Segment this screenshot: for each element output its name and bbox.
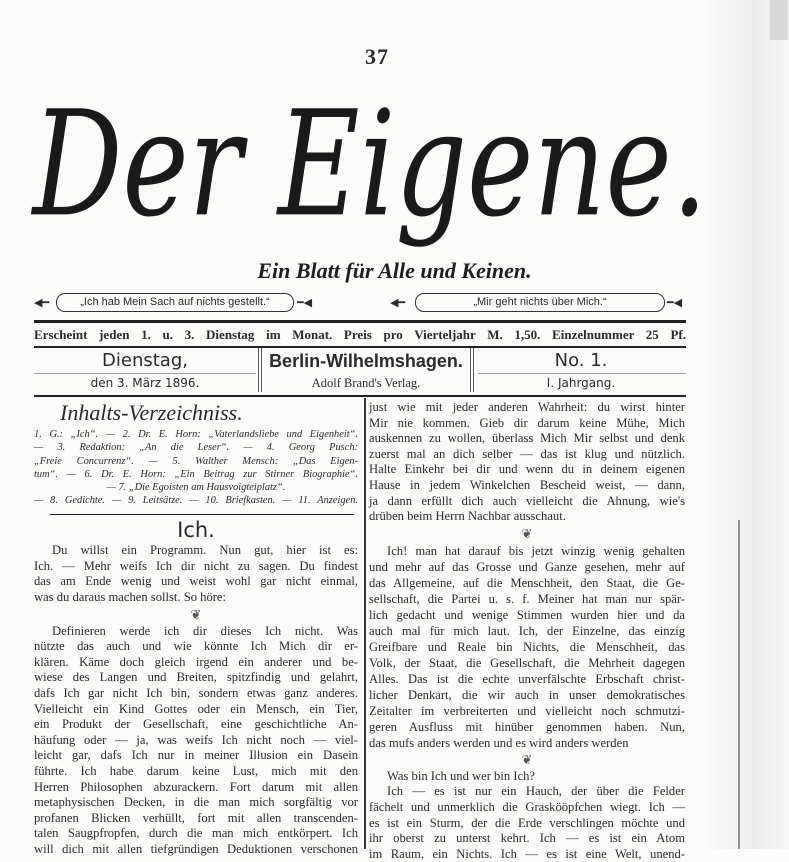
text-line: Alles. Das ist die echte unverfälschte Erbschaft christ- [369,671,685,686]
text-line: dafs Ich gar nicht Ich bin, sondern etwas ganz anderes. [34,686,358,701]
toc-line: — 8. Gedichte. — 9. Leitsätze. — 10. Briefkasten. — 11. Anzeigen. [34,495,358,507]
ornament-icon: ❦ [521,525,533,541]
toc-line: 1. G.: „Ich“. — 2. Dr. E. Horn: „Vaterlandsliebe und Eigenheit“. [34,429,358,440]
rule [34,395,686,397]
text-line: häufung oder — ja, was weifs Ich nicht noch — viel- [34,732,358,747]
arrow-right-icon: ━◀ [297,297,313,309]
text-line: Ich! man hat darauf bis jetzt winzig wenig gehalten [387,543,685,558]
left-column [34,400,358,858]
text-line: auskennen zu wollen, überlass Mich Mir selbst und denk [369,431,685,446]
text-line: was du daraus machen sollst. So höre: [34,590,227,605]
arrow-left-icon: ◀━ [34,297,50,309]
publication-info: Erscheint jeden 1. u. 3. Dienstag im Monat. Preis pro Vierteljahr M. 1,50. Einzelnummer 25 Pf. [34,327,686,342]
toc-list [34,428,358,508]
rule-thick [34,320,686,323]
text-line: just wie mit jeder anderen Wahrheit: du wirst hinter [369,400,685,414]
text-line: Zeitalter im verbreiterten und vielleicht noch schmutzi- [369,703,685,718]
motto-right: „Mir geht nichts über Mich.“ [415,293,665,312]
motto-left: „Ich hab Mein Sach auf nichts gestellt.“ [56,293,294,312]
toc-line: tum“. — 6. Dr. E. Horn: „Ein Beitrag zur Stirner Biographie“. [34,468,358,480]
text-line: klären. Käme doch gleich irgend ein anderer und be- [34,654,358,669]
text-line: wiese des Langen und Breiten, spitzfindig und gelahrt, [34,670,358,685]
text-line: zuerst mal an dich selber — das ist klug und nützlich. [369,446,685,461]
issue-place: Berlin-Wilhelmshagen. [269,351,463,371]
text-line: Was bin Ich und wer bin Ich? [387,768,535,783]
paper-corner [770,0,788,40]
text-line: das Allgemeine, auf die Menschheit, den Staat, die Ge- [369,575,685,590]
text-line: profanen Blicken verhüllt, fort mit allen transcenden- [34,810,358,825]
column-divider [364,398,366,849]
text-line: und mehr auf das Grosse und Ganze gesehen, mehr auf [369,559,685,574]
left-paragraph-2 [34,624,358,858]
text-line: Vielleicht ein Kind Gottes oder ein Mensch, ein Tier, [34,701,358,716]
text-line: ihr oberst zu unterst kehrt. Ich — es ist ein Atom [369,831,685,846]
paper-edge-line [738,520,740,849]
ornament-icon: ❦ [190,606,202,622]
masthead-title: Der Eigene. [32,80,708,250]
text-line: führte. Ich habe darum keine Lust, mich mit den [34,764,358,778]
text-line: Halte Einkehr bei dir und wenn du in deinem eigenen [369,462,685,477]
page-number: 37 [365,44,389,69]
rule [50,514,354,516]
text-line: geren Ausfluss mit hinüber genommen haben. Nun, [369,719,685,734]
toc-line: — 3. Redaktion: „An die Leser“. — 4. Georg Pusch: [34,442,358,454]
text-line: auch mal für mich laut. Ich, der Einzelne, das einzig [369,623,685,638]
divider [258,348,259,392]
right-paragraph-3 [369,769,685,785]
right-paragraph-2 [369,543,685,751]
issue-day: Dienstag, [102,350,188,371]
text-line: Ich. — Mehr weifs Ich dir nicht zu sagen. Du findest [34,558,358,573]
toc-line: „Freie Concurrenz“. — 5. Walther Mensch: „Das Eigen- [34,455,358,467]
divider [470,348,471,392]
right-paragraph-4 [369,784,685,862]
text-line: will dich mit allen tiefgründigen Deduktionen verschonen [34,841,358,856]
toc-line: — 7. „Die Egoisten am Hausvoigteiplatz“. [106,482,286,494]
text-line: metaphysischen Decken, in die man mich sorgfältig vor [34,795,358,810]
right-paragraph-1 [369,400,685,525]
text-line: nützte das auch und wie könnte Ich Mich dir er- [34,639,358,654]
ornament-icon: ❦ [521,751,533,767]
text-line: Greifbare und Reale bin Nichts, die Menschheit, das [369,639,685,654]
masthead-subtitle: Ein Blatt für Alle und Keinen. [257,258,532,283]
rule [478,373,686,374]
text-line: drüben beim Herrn Nachbar ausschaut. [369,509,566,524]
text-line: das mufs anders werden und es wird anders werden [369,735,629,750]
text-line: ein Produkt der Gesellschaft, eine geschichtliche An- [34,717,358,732]
text-line: im Raum, ein Nichts. Ich — es ist eine Welt, unend- [369,846,685,861]
issue-volume: I. Jahrgang. [546,376,616,390]
rule [34,346,686,348]
issue-publisher: Adolf Brand's Verlag. [311,376,421,390]
text-line: Definieren werde ich dir dieses Ich nicht. Was [52,623,358,638]
text-line: Du willst ein Programm. Nun gut, hier ist es: [52,543,358,558]
issue-number: No. 1. [554,350,608,371]
toc-heading: Inhalts-Verzeichniss. [60,400,243,425]
arrow-left-icon: ◀━ [390,297,406,309]
text-line: leicht gar, dafs Ich nur in meiner Illusion ein Dasein [34,748,358,763]
issue-date: den 3. März 1896. [90,376,200,390]
right-column [369,400,685,862]
text-line: Hause in jedem Winkelchen Bescheid weist, — dann, [369,477,685,492]
arrow-right-icon: ━◀ [667,297,683,309]
article-title: Ich. [177,518,215,543]
text-line: es ist ein Sturm, der die Erde verschlingen möchte und [369,815,685,830]
left-paragraph-1 [34,543,358,605]
text-line: Mir nie kommen. Gieb dir darum keine Mühe, Mich [369,415,685,430]
text-line: sellschaft, die Partei u. s. f. Meiner hat man nur spär- [369,591,685,606]
rule [34,373,256,374]
text-line: Herren Philosophen abzurackern. Fort darum mit allen [34,779,358,794]
text-line: ja dann erfüllt dich auch vielleicht die Ahnung, wie's [369,493,685,508]
text-line: lich gedacht und wenige Stimmen wurden hier und da [369,607,685,622]
text-line: Volk, der Staat, die Gesellschaft, die Mehrheit dagegen [369,655,685,670]
text-line: talen Saugpfropfen, durch die man mich entkörpert. Ich [34,826,358,841]
text-line: licher Denkart, die wir auch in unser demokratisches [369,687,685,702]
text-line: fächelt und unmerklich die Graskööpfchen wiegt. Ich — [369,799,685,814]
divider [473,348,474,392]
text-line: das am Ende wenig und weist wohl gar nicht einmal, [34,574,358,589]
text-line: Ich — es ist nur ein Hauch, der über die Felder [387,784,685,799]
